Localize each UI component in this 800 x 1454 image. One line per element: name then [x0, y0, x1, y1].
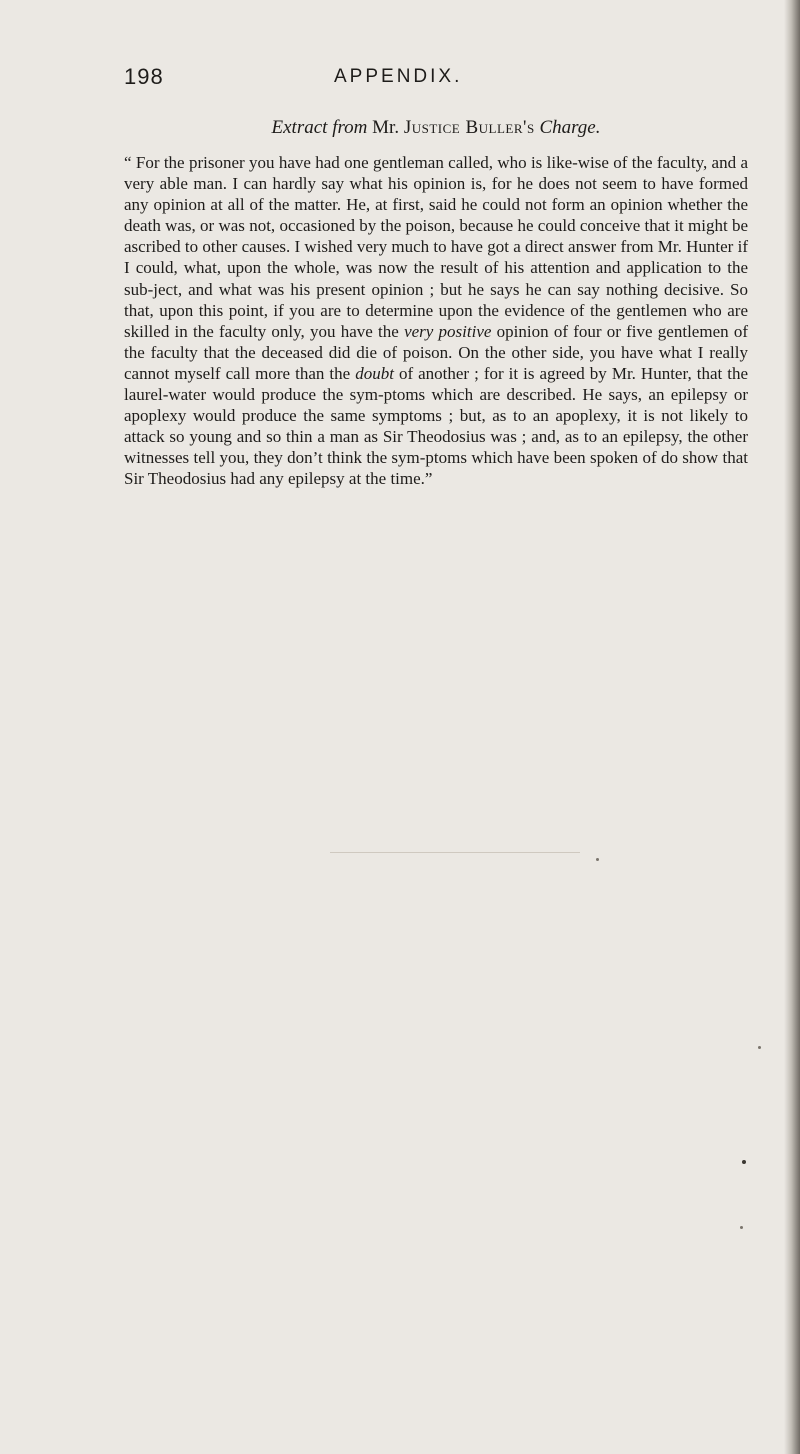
- emphasis-very-positive: very positive: [404, 321, 492, 341]
- paragraph-part-1: “ For the prisoner you have had one gentleman called, who is like-wise of the faculty, and a very able man. I can hardly say what his opinion is, for he does not seem to have formed any opinion at all of the matter. He, at first, said he could not form an opinion whether the death was, or was not, occasioned by the poison, because he could conceive that it might be ascribed to other causes. I wished very much to have got a direct answer from Mr. Hunter if I could, what, upon the whole, was now the result of his attention and application to the sub-ject, and what was his present opinion ; but he says he can say nothing decisive. So that, upon this point, if you are to determine upon the evidence of the gentlemen who are skilled in the faculty only, you have the: [124, 153, 748, 341]
- paper-speck: [596, 858, 599, 861]
- running-head: APPENDIX.: [334, 66, 463, 87]
- paragraph-part-2: opinion of four or five gentlemen of the faculty that the deceased did die of poison. On the other side, you have what I really cannot myself call more than the: [124, 321, 748, 383]
- paper-speck: [758, 1046, 761, 1049]
- heading-extract-from: Extract from: [271, 117, 368, 138]
- page-number: 198: [124, 64, 164, 89]
- page-edge-shadow: [784, 0, 800, 1454]
- charge-paragraph: [124, 152, 748, 490]
- page-header: [124, 64, 748, 94]
- paper-mark: [330, 852, 580, 853]
- heading-mr: Mr.: [372, 117, 400, 138]
- emphasis-doubt: doubt: [355, 363, 394, 383]
- heading-justice-buller: Justice Buller's: [403, 117, 535, 138]
- heading-charge: Charge.: [539, 117, 601, 138]
- extract-heading: [124, 116, 748, 140]
- paper-speck: [740, 1226, 743, 1229]
- paper-speck: [742, 1160, 746, 1164]
- paragraph-part-3: of another ; for it is agreed by Mr. Hunter, that the laurel-water would produce the sym-ptoms which are described. He says, an epilepsy or apoplexy would produce the same symptoms ; but, as to an apoplexy, it is not likely to attack so young and so thin a man as Sir Theodosius was ; and, as to an epilepsy, the other witnesses tell you, they don’t think the sym-ptoms which have been spoken of do show that Sir Theodosius had any epilepsy at the time.”: [124, 363, 748, 489]
